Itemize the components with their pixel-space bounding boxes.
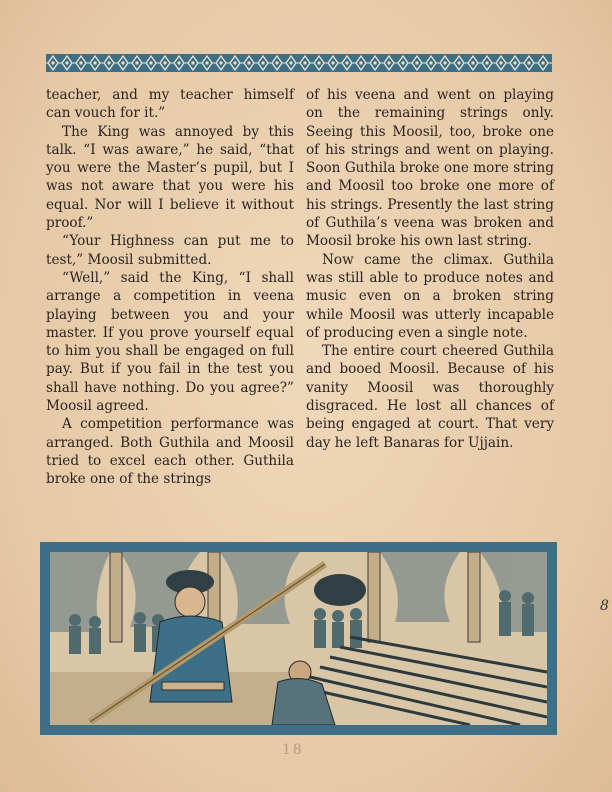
paragraph: A competition performance was arranged. Both Guthila and Moosil tried to excel each other. Guthila broke one of the strings — [46, 416, 294, 488]
paragraph: Now came the climax. Guthila was still able to produce notes and music even on a broken string while Moosil was utterly incapable of producing even a single note. — [306, 251, 554, 341]
paragraph: teacher, and my teacher himself can vouch for it.” — [46, 87, 294, 122]
ornament-pattern — [46, 54, 552, 72]
paragraph: “Well,” said the King, “I shall arrange a competition in veena playing between you and your master. If you prove yourself equal to him you shall be engaged on full pay. But if you fail in the test you shall have nothing. Do you agree?” Moosil agreed. — [46, 269, 294, 415]
court-illustration — [40, 542, 557, 735]
illustration-artwork — [50, 552, 547, 725]
paragraph: The King was annoyed by this talk. “I was aware,” he said, “that you were the Master’s pupil, but I was not aware that you were his equal. Nor will I believe it without proof.” — [46, 123, 294, 232]
paragraph: “Your Highness can put me to test,” Moosil submitted. — [46, 233, 294, 268]
edge-mark: 8 — [600, 598, 609, 614]
paragraph: of his veena and went on playing on the remaining strings only. Seeing this Moosil, too, broke one of his strings and went on playing. Soon Guthila broke one more string and Moosil too broke one more of his strings. Presently the last string of Guthila’s veena was broken and Moosil broke his own last string. — [306, 87, 554, 250]
right-text-column — [306, 86, 554, 452]
paragraph: The entire court cheered Guthila and booed Moosil. Because of his vanity Moosil was thoroughly disgraced. He lost all chances of being engaged at court. That very day he left Banaras for Ujjain. — [306, 343, 554, 451]
left-text-column — [46, 86, 294, 489]
decorative-border-band — [46, 54, 552, 72]
page-number: 18 — [282, 742, 304, 758]
